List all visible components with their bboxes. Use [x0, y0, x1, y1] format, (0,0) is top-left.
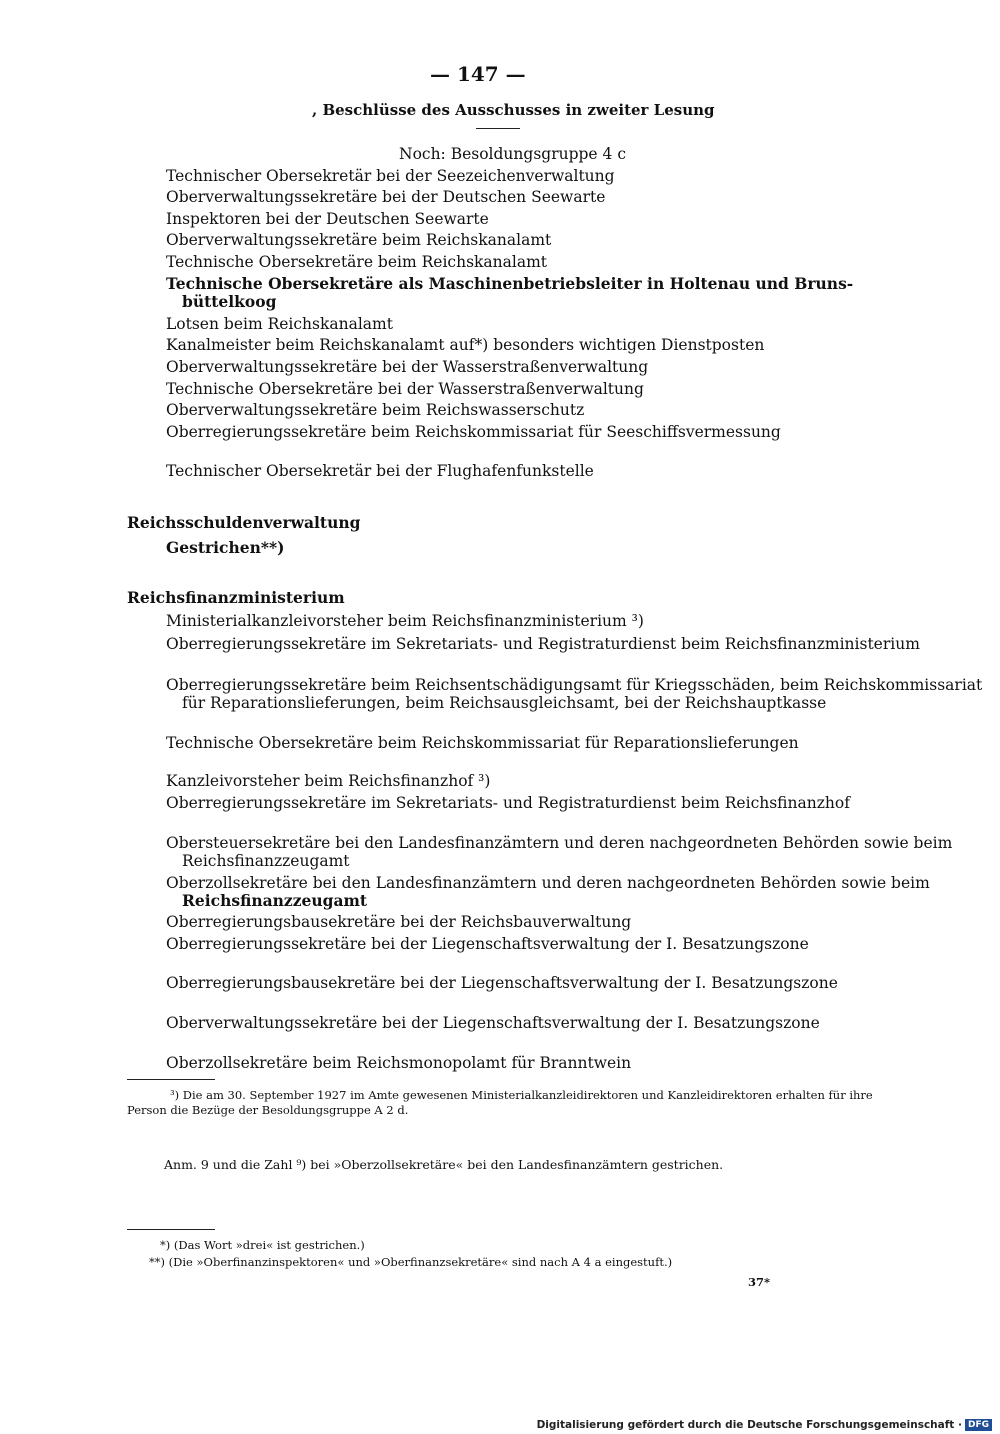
rf-item: Oberregierungssekretäre im Sekretariats- und Registraturdienst beim Reichsfinanzhof [166, 794, 850, 812]
footnote-star: *) (Das Wort »drei« ist gestrichen.) [160, 1238, 365, 1252]
group1-item: Kanalmeister beim Reichskanalamt auf*) besonders wichtigen Dienstposten [166, 336, 765, 354]
rf-item: für Reparationslieferungen, beim Reichsausgleichsamt, bei der Reichshauptkasse [182, 694, 827, 712]
group1-item: Oberverwaltungssekretäre beim Reichskanalamt [166, 231, 552, 249]
footnote-rule [127, 1229, 215, 1230]
footnote-3: ³) Die am 30. September 1927 im Amte gewesenen Ministerialkanzleidirektoren und Kanzleidirektoren erhalten für ihre [170, 1088, 873, 1102]
group1-item: Oberverwaltungssekretäre beim Reichswasserschutz [166, 401, 585, 419]
footnote-double-star: **) (Die »Oberfinanzinspektoren« und »Oberfinanzsekretäre« sind nach A 4 a eingestuft.) [149, 1255, 673, 1269]
group1-item: büttelkoog [182, 292, 277, 311]
footnote-rule [127, 1079, 215, 1080]
page-header: , Beschlüsse des Ausschusses in zweiter Lesung [312, 101, 715, 119]
rf-item: Kanzleivorsteher beim Reichsfinanzhof ³) [166, 772, 491, 790]
group1-item: Oberregierungssekretäre beim Reichskommissariat für Seeschiffsvermessung [166, 423, 781, 441]
section-note: Gestrichen**) [166, 538, 285, 557]
rf-item: Oberverwaltungssekretäre bei der Liegenschaftsverwaltung der I. Besatzungszone [166, 1014, 820, 1032]
section-title: Reichsschuldenverwaltung [127, 513, 361, 532]
rf-item: Oberzollsekretäre bei den Landesfinanzämtern und deren nachgeordneten Behörden sowie beim [166, 874, 930, 892]
rf-item: Oberregierungssekretäre beim Reichsentschädigungsamt für Kriegsschäden, beim Reichskommissariat [166, 676, 983, 694]
rf-item: Ministerialkanzleivorsteher beim Reichsfinanzministerium ³) [166, 612, 644, 630]
signature-mark: 37* [748, 1275, 771, 1289]
group1-item: Inspektoren bei der Deutschen Seewarte [166, 210, 489, 228]
group1-item: Technische Obersekretäre beim Reichskanalamt [166, 253, 547, 271]
footnote-3-cont: Person die Bezüge der Besoldungsgruppe A 2 d. [127, 1103, 409, 1117]
rf-item: Reichsfinanzzeugamt [182, 891, 368, 910]
group1-item: Technische Obersekretäre als Maschinenbetriebsleiter in Holtenau und Bruns- [166, 274, 854, 293]
group1-item: Lotsen beim Reichskanalamt [166, 315, 393, 333]
group1-item: Oberverwaltungssekretäre bei der Wasserstraßenverwaltung [166, 358, 649, 376]
rf-item: Oberzollsekretäre beim Reichsmonopolamt für Branntwein [166, 1054, 632, 1072]
rf-item: Reichsfinanzzeugamt [182, 852, 350, 870]
dfg-logo: DFG [965, 1419, 992, 1431]
rf-item: Oberregierungssekretäre im Sekretariats- und Registraturdienst beim Reichsfinanzministerium [166, 635, 920, 653]
group1-item: Technische Obersekretäre bei der Wasserstraßenverwaltung [166, 380, 644, 398]
group1-item: Oberverwaltungssekretäre bei der Deutschen Seewarte [166, 188, 606, 206]
annotation-note: Anm. 9 und die Zahl ⁹) bei »Oberzollsekretäre« bei den Landesfinanzämtern gestrichen. [164, 1157, 724, 1172]
flughafen-item: Technischer Obersekretär bei der Flughafenfunkstelle [166, 462, 594, 480]
rf-item: Oberregierungsbausekretäre bei der Liegenschaftsverwaltung der I. Besatzungszone [166, 974, 838, 992]
rf-item: Oberregierungssekretäre bei der Liegenschaftsverwaltung der I. Besatzungszone [166, 935, 809, 953]
subheader: Noch: Besoldungsgruppe 4 c [399, 145, 627, 163]
header-rule [476, 128, 520, 129]
footer-credit [537, 1419, 992, 1431]
section-title: Reichsfinanzministerium [127, 588, 345, 607]
rf-item: Oberregierungsbausekretäre bei der Reichsbauverwaltung [166, 913, 632, 931]
footer-text: Digitalisierung gefördert durch die Deutsche Forschungsgemeinschaft · [536, 1419, 962, 1431]
rf-item: Technische Obersekretäre beim Reichskommissariat für Reparationslieferungen [166, 734, 799, 752]
group1-item: Technischer Obersekretär bei der Seezeichenverwaltung [166, 167, 615, 185]
rf-item: Obersteuersekretäre bei den Landesfinanzämtern und deren nachgeordneten Behörden sowie beim [166, 834, 953, 852]
page-number: — 147 — [430, 62, 526, 86]
